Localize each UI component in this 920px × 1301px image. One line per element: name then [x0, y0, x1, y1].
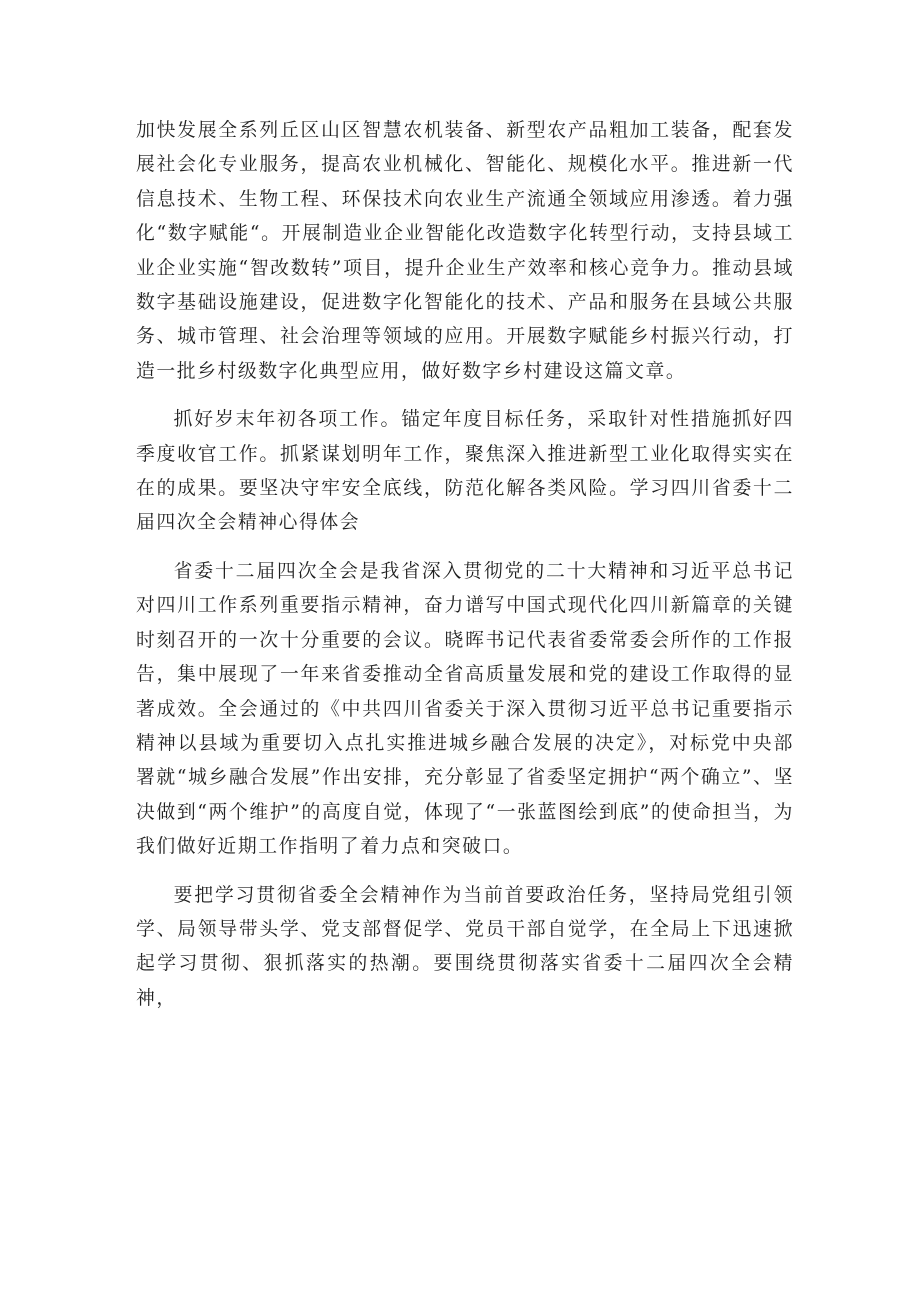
- document-body: [136, 114, 794, 1030]
- paragraph-1: 加快发展全系列丘区山区智慧农机装备、新型农产品粗加工装备，配套发展社会化专业服务，提高农业机械化、智能化、规模化水平。推进新一代信息技术、生物工程、环保技术向农业生产流通全领域应用渗透。着力强化“数字赋能“。开展制造业企业智能化改造数字化转型行动，支持县域工业企业实施“智改数转”项目，提升企业生产效率和核心竞争力。推动县域数字基础设施建设，促进数字化智能化的技术、产品和服务在县域公共服务、城市管理、社会治理等领域的应用。开展数字赋能乡村振兴行动，打造一批乡村级数字化典型应用，做好数字乡村建设这篇文章。: [136, 120, 794, 382]
- paragraph-3: 省委十二届四次全会是我省深入贯彻党的二十大精神和习近平总书记对四川工作系列重要指示精神，奋力谱写中国式现代化四川新篇章的关键时刻召开的一次十分重要的会议。晓晖书记代表省委常委会所作的工作报告，集中展现了一年来省委推动全省高质量发展和党的建设工作取得的显著成效。全会通过的《中共四川省委关于深入贯彻习近平总书记重要指示精神以县域为重要切入点扎实推进城乡融合发展的决定》，对标党中央部署就“城乡融合发展”作出安排，充分彰显了省委坚定拥护“两个确立”、坚决做到“两个维护”的高度自觉，体现了“一张蓝图绘到底”的使命担当，为我们做好近期工作指明了着力点和突破口。: [136, 560, 794, 858]
- paragraph-4: 要把学习贯彻省委全会精神作为当前首要政治任务，坚持局党组引领学、局领导带头学、党支部督促学、党员干部自觉学，在全局上下迅速掀起学习贯彻、狠抓落实的热潮。要围绕贯彻落实省委十二届四次全会精神，: [136, 884, 794, 1009]
- paragraph-2: 抓好岁末年初各项工作。锚定年度目标任务，采取针对性措施抓好四季度收官工作。抓紧谋划明年工作，聚焦深入推进新型工业化取得实实在在的成果。要坚决守牢安全底线，防范化解各类风险。学习四川省委十二届四次全会精神心得体会: [136, 409, 794, 534]
